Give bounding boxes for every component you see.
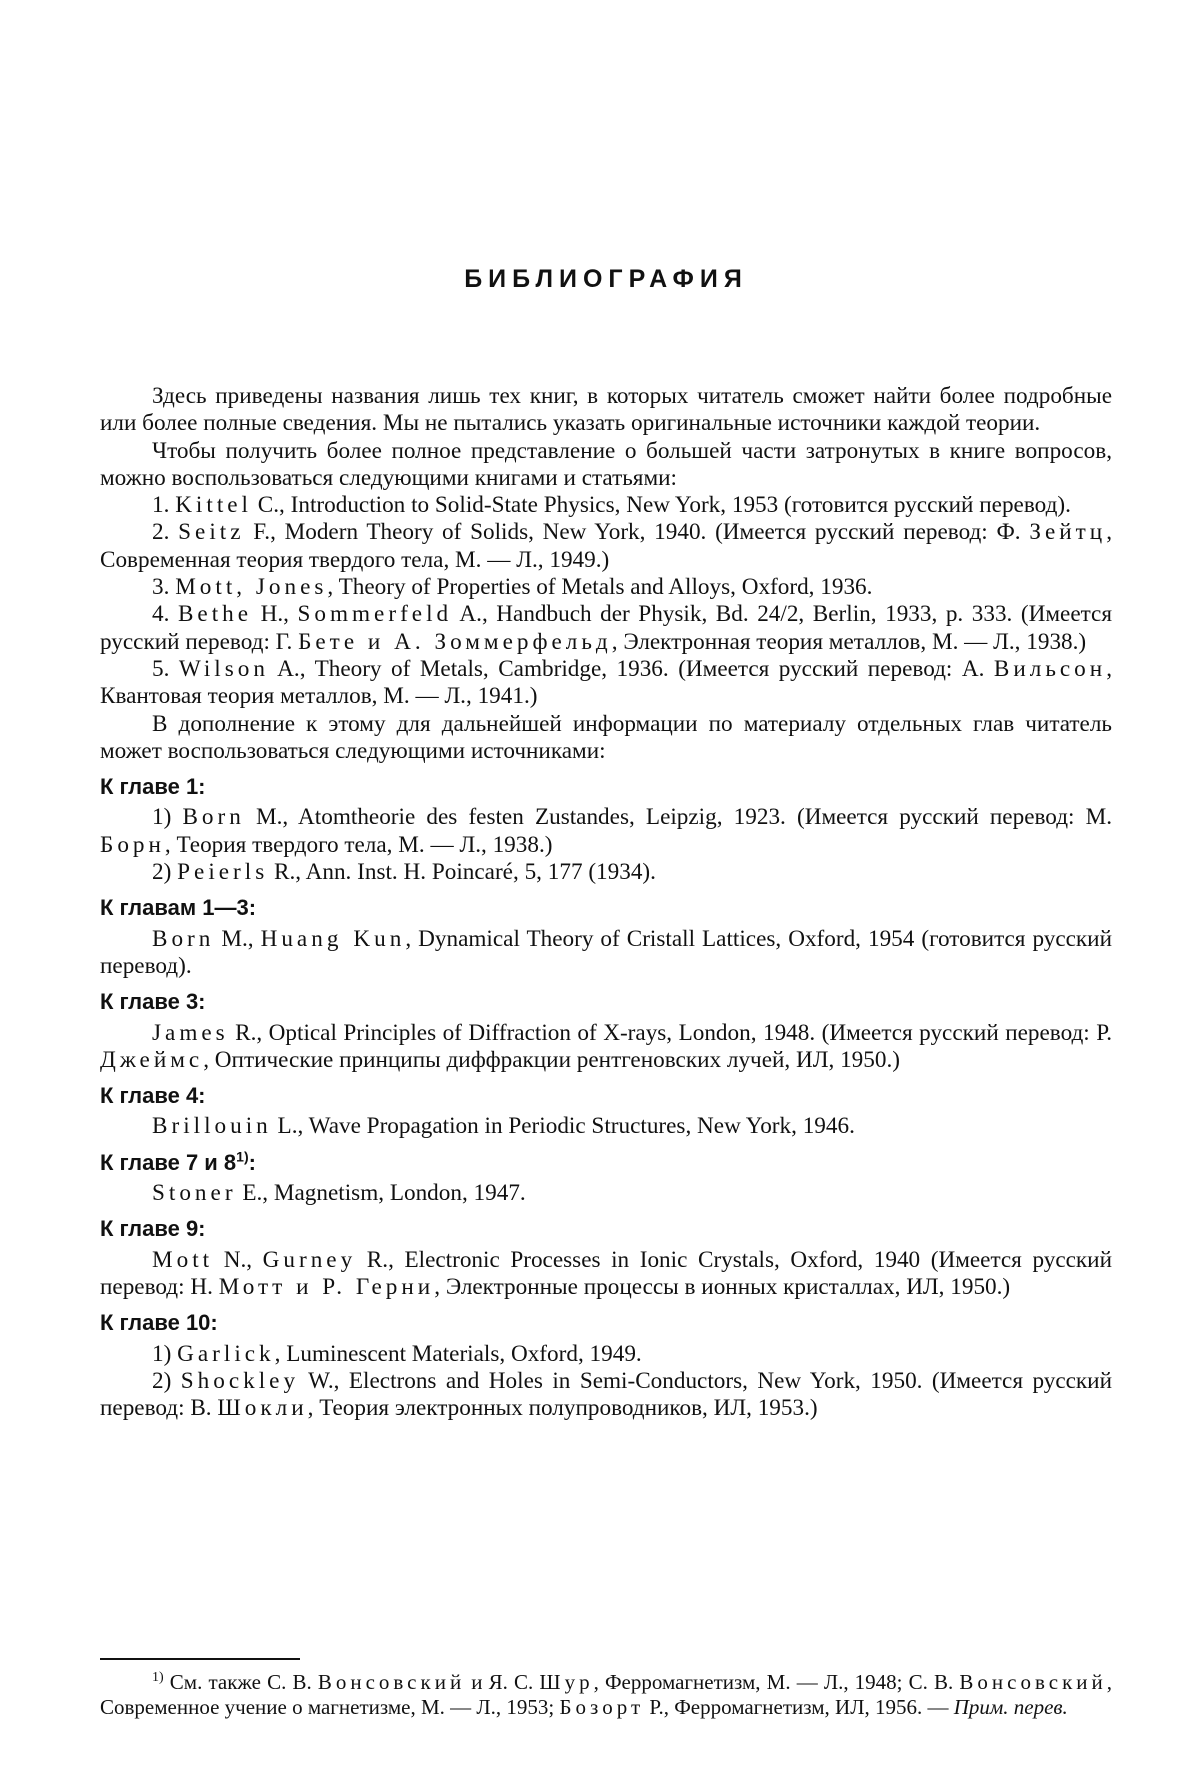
ref-text: , Современная теория твердого тела, М. — Л., 1949.) — [100, 519, 1113, 573]
ref-author: Stoner — [152, 1180, 237, 1207]
ref-text: A., Handbuch der Physik, Bd. 24/2, Berlin, 1933, p. 333. (Имеется русский перевод: Г. — [100, 601, 1112, 655]
translator-note: Прим. перев. — [953, 1695, 1068, 1719]
intro-paragraph: Чтобы получить более полное представление о большей части затронутых в книге вопросов, можно воспользоваться следующими книгами и статьями: — [100, 437, 1112, 491]
ref-text: C., Introduction to Solid-State Physics, New York, 1953 (готовится русский перевод). — [252, 492, 1071, 519]
ref-author: Born — [152, 925, 215, 952]
footnote-text: , Современное учение о магнетизме, М. — Л., 1953; — [100, 1670, 1112, 1719]
ref-number: 1) — [152, 1340, 178, 1367]
ref-number: 2) — [152, 1367, 181, 1394]
reference-item — [100, 1113, 1112, 1140]
ref-author: Huang Kun — [260, 925, 406, 952]
ref-text: M., Atomtheorie des festen Zustandes, Leipzig, 1923. (Имеется русский перевод: М. — [244, 804, 1112, 831]
footnote-marker: 1) — [152, 1670, 164, 1685]
footnote-text: См. также С. В. — [163, 1670, 318, 1694]
footnote-author: Бозорт — [559, 1695, 645, 1719]
ref-author: Bethe — [177, 601, 253, 628]
ref-author: Зейтц — [1029, 519, 1107, 546]
ref-author: Gurney — [262, 1246, 357, 1273]
ref-author: Brillouin — [152, 1113, 272, 1140]
ref-text: R., Optical Principles of Diffraction of X-rays, London, 1948. (Имеется русский перевод: Р. — [228, 1019, 1112, 1046]
ref-author: James — [152, 1019, 229, 1046]
reference-item — [100, 926, 1112, 981]
footnote-author: Вонсовский — [317, 1670, 466, 1694]
chapter-heading: К главе 4: — [100, 1083, 206, 1109]
reference-item — [100, 574, 1112, 601]
ref-author: Seitz — [178, 519, 245, 546]
ref-author: Мотт и Р. Герни — [218, 1273, 435, 1300]
ref-number: 3. — [152, 574, 176, 601]
ref-number: 2) — [152, 859, 178, 886]
page-title: БИБЛИОГРАФИЯ — [464, 265, 748, 293]
reference-item — [100, 1368, 1112, 1423]
ref-text: F., Modern Theory of Solids, New York, 1940. (Имеется русский перевод: Ф. — [244, 519, 1030, 546]
reference-item — [100, 1341, 1112, 1368]
ref-text: , Оптические принципы диффракции рентгеновских лучей, ИЛ, 1950.) — [203, 1046, 900, 1073]
ref-text: R., Electronic Processes in Ionic Crystals, Oxford, 1940 (Имеется русский перевод: Н. — [100, 1246, 1112, 1300]
footnote-divider — [100, 1658, 300, 1660]
ref-number: 1) — [152, 804, 183, 831]
reference-item — [100, 859, 1112, 886]
ref-text: H., — [252, 601, 298, 628]
ref-text: , Dynamical Theory of Cristall Lattices, Oxford, 1954 (готовится русский перевод). — [100, 925, 1112, 979]
ref-text: , Квантовая теория металлов, М. — Л., 1941.) — [100, 655, 1112, 710]
ref-author: Mott — [152, 1246, 214, 1273]
ref-author: Shockley — [180, 1367, 300, 1394]
ref-text: , Электронная теория металлов, М. — Л., 1938.) — [611, 628, 1087, 655]
ref-text: , Luminescent Materials, Oxford, 1949. — [274, 1340, 642, 1367]
ref-text: R., Ann. Inst. H. Poincaré, 5, 177 (1934). — [268, 859, 656, 886]
footnote-text: и Я. С. — [465, 1670, 540, 1694]
reference-item — [100, 1020, 1112, 1075]
ref-text: E., Magnetism, London, 1947. — [236, 1180, 526, 1207]
ref-author: Wilson — [178, 655, 269, 682]
reference-item — [100, 601, 1112, 656]
ref-author: Джеймс — [100, 1046, 204, 1073]
reference-item — [100, 492, 1112, 519]
ref-author: Mott, Jones — [175, 574, 328, 601]
reference-item — [100, 1247, 1112, 1302]
chapter-heading — [100, 1149, 1112, 1176]
ref-text: N., — [213, 1246, 263, 1273]
ref-number: 5. — [152, 655, 179, 682]
ref-author: Peierls — [177, 859, 269, 886]
ref-text: A., Theory of Metals, Cambridge, 1936. (Имеется русский перевод: А. — [268, 655, 994, 682]
ref-author: Бете и А. Зоммерфельд — [298, 628, 612, 655]
bibliography-body — [100, 383, 1112, 1422]
chapter-heading: К главе 10: — [100, 1310, 218, 1336]
reference-item — [100, 1180, 1112, 1207]
chapter-heading: К главе 1: — [100, 774, 206, 800]
ref-text: , Theory of Properties of Metals and Alloys, Oxford, 1936. — [327, 574, 873, 601]
ref-author: Борн — [100, 831, 165, 858]
footnote-text: , Ферромагнетизм, М. — Л., 1948; С. В. — [593, 1670, 960, 1694]
ref-text: L., Wave Propagation in Periodic Structures, New York, 1946. — [271, 1113, 855, 1140]
footnote-author: Вонсовский — [959, 1670, 1107, 1694]
chapter-heading: К главе 3: — [100, 989, 206, 1015]
reference-item — [100, 656, 1112, 711]
reference-item — [100, 519, 1112, 574]
footnote-text: Р., Ферромагнетизм, ИЛ, 1956. — — [644, 1695, 954, 1719]
ref-text: M., — [214, 925, 261, 952]
ref-author: Garlick — [177, 1340, 275, 1367]
ref-number: 2. — [152, 519, 179, 546]
ref-text: , Теория электронных полупроводников, ИЛ, 1953.) — [307, 1395, 818, 1422]
ref-author: Вильсон — [993, 655, 1107, 682]
footnote-author: Шур — [539, 1670, 594, 1694]
ref-author: Kittel — [175, 492, 252, 519]
ref-author: Шокли — [217, 1395, 308, 1422]
ref-author: Born — [182, 804, 245, 831]
footnote-marker: 1) — [236, 1148, 249, 1165]
ref-author: Sommerfeld — [297, 601, 453, 628]
ref-text: W., Electrons and Holes in Semi-Conductors, New York, 1950. (Имеется русский перевод: В. — [100, 1367, 1112, 1422]
reference-item — [100, 804, 1112, 859]
addendum-paragraph: В дополнение к этому для дальнейшей информации по материалу отдельных глав читатель может воспользоваться следующими источниками: — [100, 710, 1112, 764]
chapter-heading-colon: : — [248, 1149, 256, 1175]
chapter-heading: К главам 1—3: — [100, 895, 257, 921]
ref-number: 4. — [152, 601, 178, 628]
ref-number: 1. — [152, 492, 176, 519]
chapter-heading: К главе 9: — [100, 1216, 206, 1242]
footnote — [100, 1670, 1112, 1720]
chapter-heading-text: К главе 7 и 8 — [100, 1149, 237, 1175]
intro-paragraph: Здесь приведены названия лишь тех книг, в которых читатель сможет найти более подробные или более полные сведения. Мы не пытались указать оригинальные источники каждой теории. — [100, 383, 1112, 437]
ref-text: , Теория твердого тела, М. — Л., 1938.) — [164, 831, 553, 858]
ref-text: , Электронные процессы в ионных кристаллах, ИЛ, 1950.) — [434, 1273, 1011, 1300]
